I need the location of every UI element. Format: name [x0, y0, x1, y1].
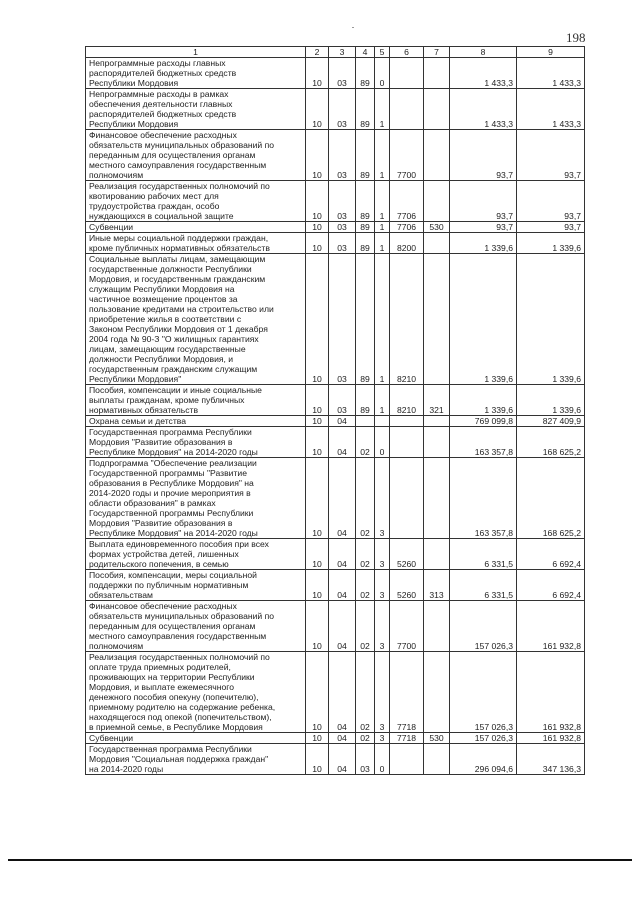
column-number-row: [86, 47, 585, 58]
amount-second-year-cell: 161 932,8: [517, 733, 585, 744]
program-code-cell: 02: [356, 427, 375, 458]
section-code-cell: 10: [306, 130, 329, 181]
column-header: 9: [517, 47, 585, 58]
program-code-cell: 89: [356, 58, 375, 89]
program-code-cell: 02: [356, 570, 375, 601]
subsection-code-cell: 03: [329, 385, 356, 416]
amount-first-year-cell: 1 339,6: [450, 254, 517, 385]
program-code-cell: 02: [356, 733, 375, 744]
section-code-cell: 10: [306, 254, 329, 385]
amount-second-year-cell: 93,7: [517, 181, 585, 222]
subprogram-code-cell: 1: [375, 254, 390, 385]
subprogram-code-cell: [375, 416, 390, 427]
program-code-cell: 02: [356, 458, 375, 539]
amount-second-year-cell: 168 625,2: [517, 427, 585, 458]
section-code-cell: 10: [306, 233, 329, 254]
table-row: [86, 601, 585, 652]
column-header: 6: [390, 47, 424, 58]
table-row: [86, 539, 585, 570]
amount-first-year-cell: 1 433,3: [450, 89, 517, 130]
amount-first-year-cell: 1 339,6: [450, 385, 517, 416]
subsection-code-cell: 04: [329, 733, 356, 744]
item-code-cell: 8210: [390, 385, 424, 416]
item-code-cell: 5260: [390, 539, 424, 570]
program-code-cell: 02: [356, 601, 375, 652]
expense-type-code-cell: 530: [424, 222, 450, 233]
table-row: [86, 222, 585, 233]
amount-second-year-cell: 1 433,3: [517, 58, 585, 89]
item-code-cell: [390, 416, 424, 427]
subsection-code-cell: 04: [329, 652, 356, 733]
program-code-cell: 02: [356, 652, 375, 733]
row-name-cell: Пособия, компенсации и иные социальные выплаты гражданам, кроме публичных нормативных обязательств: [86, 385, 306, 416]
row-name-cell: Иные меры социальной поддержки граждан, кроме публичных нормативных обязательств: [86, 233, 306, 254]
subsection-code-cell: 04: [329, 744, 356, 775]
amount-second-year-cell: 1 433,3: [517, 89, 585, 130]
bottom-rule: [8, 859, 632, 861]
column-header: 2: [306, 47, 329, 58]
amount-first-year-cell: 1 339,6: [450, 233, 517, 254]
section-code-cell: 10: [306, 570, 329, 601]
subsection-code-cell: 03: [329, 233, 356, 254]
program-code-cell: 89: [356, 233, 375, 254]
item-code-cell: 5260: [390, 570, 424, 601]
table-row: [86, 58, 585, 89]
subprogram-code-cell: 3: [375, 733, 390, 744]
row-name-cell: Государственная программа Республики Мордовия "Социальная поддержка граждан" на 2014-2020 годы: [86, 744, 306, 775]
expense-type-code-cell: [424, 254, 450, 385]
item-code-cell: [390, 58, 424, 89]
table-row: [86, 744, 585, 775]
section-code-cell: 10: [306, 458, 329, 539]
column-header: 1: [86, 47, 306, 58]
item-code-cell: 8200: [390, 233, 424, 254]
table-row: [86, 652, 585, 733]
amount-second-year-cell: 168 625,2: [517, 458, 585, 539]
item-code-cell: 7718: [390, 652, 424, 733]
amount-first-year-cell: 93,7: [450, 222, 517, 233]
amount-second-year-cell: 93,7: [517, 130, 585, 181]
table-row: [86, 570, 585, 601]
amount-first-year-cell: 1 433,3: [450, 58, 517, 89]
section-code-cell: 10: [306, 385, 329, 416]
row-name-cell: Реализация государственных полномочий по оплате труда приемных родителей, проживающих на территории Республики Мордовия, и выплате ежемесячного денежного пособия опекуну (попечителю), приемному родителю на содержание ребенка, находящегося под опекой (попечительством), в приемной семье, в Республике Мордовия: [86, 652, 306, 733]
subsection-code-cell: 03: [329, 222, 356, 233]
subsection-code-cell: 04: [329, 416, 356, 427]
expense-type-code-cell: [424, 601, 450, 652]
amount-first-year-cell: 6 331,5: [450, 570, 517, 601]
subprogram-code-cell: 0: [375, 427, 390, 458]
item-code-cell: 7700: [390, 601, 424, 652]
amount-second-year-cell: 1 339,6: [517, 233, 585, 254]
section-code-cell: 10: [306, 539, 329, 570]
row-name-cell: Охрана семьи и детства: [86, 416, 306, 427]
program-code-cell: 89: [356, 181, 375, 222]
row-name-cell: Финансовое обеспечение расходных обязательств муниципальных образований по переданным для осуществления органам местного самоуправления государственным полномочиям: [86, 130, 306, 181]
row-name-cell: Субвенции: [86, 733, 306, 744]
subprogram-code-cell: 1: [375, 181, 390, 222]
row-name-cell: Подпрограмма "Обеспечение реализации Государственной программы "Развитие образования в Республике Мордовия" на 2014-2020 годы и прочие мероприятия в области образования" в рамках Государственной программы Республики Мордовия "Развитие образования в Республике Мордовия" на 2014-2020 годы: [86, 458, 306, 539]
section-code-cell: 10: [306, 744, 329, 775]
subprogram-code-cell: 3: [375, 458, 390, 539]
section-code-cell: 10: [306, 222, 329, 233]
section-code-cell: 10: [306, 416, 329, 427]
subsection-code-cell: 04: [329, 539, 356, 570]
program-code-cell: 89: [356, 385, 375, 416]
program-code-cell: 89: [356, 130, 375, 181]
row-name-cell: Государственная программа Республики Мордовия "Развитие образования в Республике Мордовия" на 2014-2020 годы: [86, 427, 306, 458]
column-header: 7: [424, 47, 450, 58]
row-name-cell: Финансовое обеспечение расходных обязательств муниципальных образований по переданным для осуществления органам местного самоуправления государственным полномочиям: [86, 601, 306, 652]
item-code-cell: 7706: [390, 222, 424, 233]
row-name-cell: Выплата единовременного пособия при всех формах устройства детей, лишенных родительского попечения, в семью: [86, 539, 306, 570]
amount-first-year-cell: 296 094,6: [450, 744, 517, 775]
section-code-cell: 10: [306, 89, 329, 130]
subprogram-code-cell: 1: [375, 385, 390, 416]
table-row: [86, 181, 585, 222]
amount-first-year-cell: 157 026,3: [450, 733, 517, 744]
section-code-cell: 10: [306, 427, 329, 458]
section-code-cell: 10: [306, 58, 329, 89]
amount-first-year-cell: 93,7: [450, 181, 517, 222]
row-name-cell: Непрограммные расходы главных распорядителей бюджетных средств Республики Мордовия: [86, 58, 306, 89]
table-row: [86, 89, 585, 130]
subprogram-code-cell: 1: [375, 89, 390, 130]
program-code-cell: 03: [356, 744, 375, 775]
program-code-cell: 89: [356, 89, 375, 130]
subsection-code-cell: 03: [329, 181, 356, 222]
subprogram-code-cell: 1: [375, 222, 390, 233]
item-code-cell: 7700: [390, 130, 424, 181]
amount-second-year-cell: 347 136,3: [517, 744, 585, 775]
section-code-cell: 10: [306, 181, 329, 222]
subprogram-code-cell: 0: [375, 58, 390, 89]
column-header: 4: [356, 47, 375, 58]
table-row: [86, 233, 585, 254]
expense-type-code-cell: [424, 130, 450, 181]
subprogram-code-cell: 3: [375, 652, 390, 733]
amount-second-year-cell: 1 339,6: [517, 254, 585, 385]
subsection-code-cell: 04: [329, 601, 356, 652]
table-row: [86, 385, 585, 416]
program-code-cell: [356, 416, 375, 427]
item-code-cell: 7706: [390, 181, 424, 222]
expense-type-code-cell: [424, 744, 450, 775]
section-code-cell: 10: [306, 601, 329, 652]
subprogram-code-cell: 0: [375, 744, 390, 775]
row-name-cell: Непрограммные расходы в рамках обеспечения деятельности главных распорядителей бюджетных средств Республики Мордовия: [86, 89, 306, 130]
row-name-cell: Реализация государственных полномочий по квотированию рабочих мест для трудоустройства граждан, особо нуждающихся в социальной защите: [86, 181, 306, 222]
subsection-code-cell: 04: [329, 570, 356, 601]
item-code-cell: [390, 744, 424, 775]
subprogram-code-cell: 3: [375, 570, 390, 601]
subprogram-code-cell: 3: [375, 601, 390, 652]
column-header: 5: [375, 47, 390, 58]
table-row: [86, 416, 585, 427]
amount-second-year-cell: 1 339,6: [517, 385, 585, 416]
subsection-code-cell: 03: [329, 254, 356, 385]
item-code-cell: [390, 89, 424, 130]
scan-mark: [352, 27, 354, 28]
amount-second-year-cell: 161 932,8: [517, 652, 585, 733]
item-code-cell: [390, 458, 424, 539]
expense-type-code-cell: [424, 427, 450, 458]
amount-second-year-cell: 827 409,9: [517, 416, 585, 427]
section-code-cell: 10: [306, 652, 329, 733]
subsection-code-cell: 04: [329, 427, 356, 458]
amount-first-year-cell: 163 357,8: [450, 458, 517, 539]
program-code-cell: 89: [356, 222, 375, 233]
table-row: [86, 130, 585, 181]
column-header: 8: [450, 47, 517, 58]
amount-second-year-cell: 161 932,8: [517, 601, 585, 652]
expense-type-code-cell: [424, 181, 450, 222]
table-row: [86, 427, 585, 458]
expense-type-code-cell: [424, 89, 450, 130]
expense-type-code-cell: 313: [424, 570, 450, 601]
expense-type-code-cell: [424, 652, 450, 733]
table-row: [86, 254, 585, 385]
amount-first-year-cell: 157 026,3: [450, 601, 517, 652]
program-code-cell: 89: [356, 254, 375, 385]
row-name-cell: Пособия, компенсации, меры социальной поддержки по публичным нормативным обязательствам: [86, 570, 306, 601]
amount-first-year-cell: 6 331,5: [450, 539, 517, 570]
expense-type-code-cell: [424, 416, 450, 427]
amount-second-year-cell: 6 692,4: [517, 570, 585, 601]
page-number: 198: [566, 30, 586, 45]
subprogram-code-cell: 1: [375, 130, 390, 181]
expense-type-code-cell: 530: [424, 733, 450, 744]
subprogram-code-cell: 1: [375, 233, 390, 254]
expense-type-code-cell: [424, 539, 450, 570]
expense-type-code-cell: [424, 233, 450, 254]
budget-table: [85, 46, 585, 775]
program-code-cell: 02: [356, 539, 375, 570]
subsection-code-cell: 04: [329, 458, 356, 539]
row-name-cell: Субвенции: [86, 222, 306, 233]
subsection-code-cell: 03: [329, 89, 356, 130]
amount-first-year-cell: 93,7: [450, 130, 517, 181]
column-header: 3: [329, 47, 356, 58]
amount-first-year-cell: 163 357,8: [450, 427, 517, 458]
subprogram-code-cell: 3: [375, 539, 390, 570]
subsection-code-cell: 03: [329, 58, 356, 89]
expense-type-code-cell: [424, 458, 450, 539]
table-row: [86, 458, 585, 539]
table-row: [86, 733, 585, 744]
amount-second-year-cell: 6 692,4: [517, 539, 585, 570]
expense-type-code-cell: [424, 58, 450, 89]
item-code-cell: 7718: [390, 733, 424, 744]
amount-first-year-cell: 157 026,3: [450, 652, 517, 733]
row-name-cell: Социальные выплаты лицам, замещающим государственные должности Республики Мордовия, и государственным гражданским служащим Республики Мордовия на частичное возмещение процентов за пользование кредитами на строительство или приобретение жилья в соответствии с Законом Республики Мордовия от 1 декабря 2004 года № 90-З "О жилищных гарантиях лицам, замещающим государственные должности Республики Мордовия, и государственным гражданским служащим Республики Мордовия": [86, 254, 306, 385]
subsection-code-cell: 03: [329, 130, 356, 181]
section-code-cell: 10: [306, 733, 329, 744]
item-code-cell: [390, 427, 424, 458]
expense-type-code-cell: 321: [424, 385, 450, 416]
item-code-cell: 8210: [390, 254, 424, 385]
amount-first-year-cell: 769 099,8: [450, 416, 517, 427]
amount-second-year-cell: 93,7: [517, 222, 585, 233]
